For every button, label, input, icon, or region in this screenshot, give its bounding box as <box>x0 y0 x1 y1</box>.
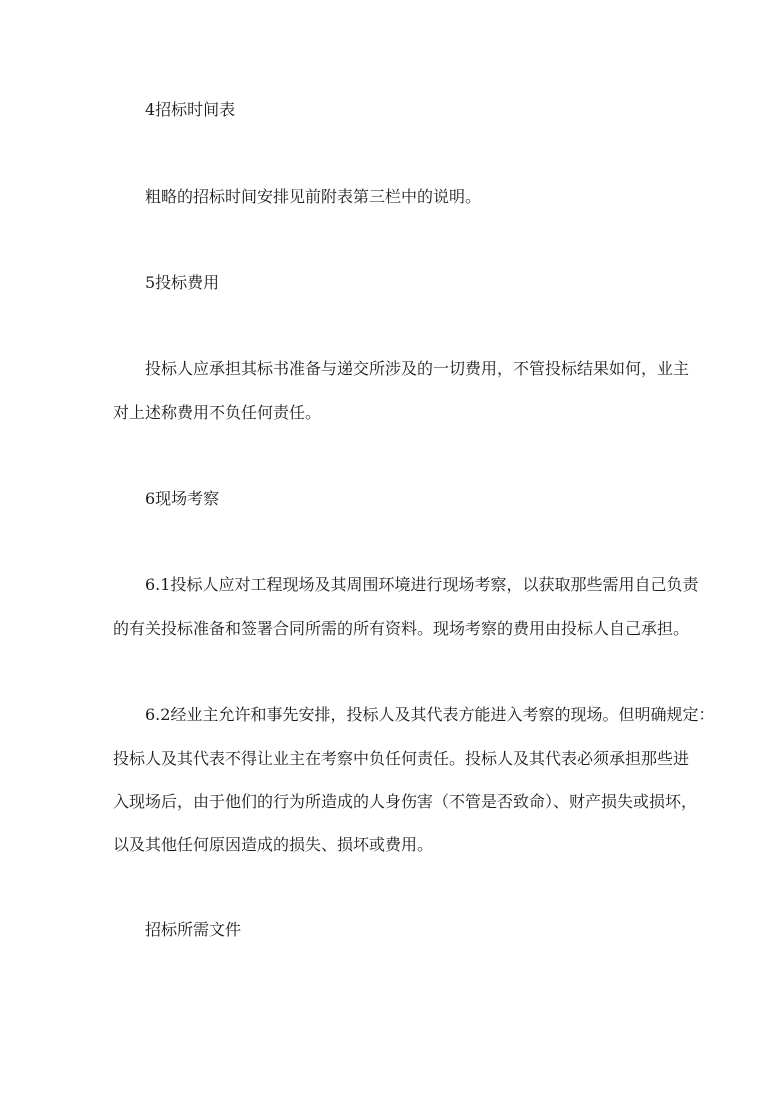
section-6-1-line-1: 6.1投标人应对工程现场及其周围环境进行现场考察，以获取那些需用自己负责 <box>145 575 699 594</box>
section-6-2-line-4: 以及其他任何原因造成的损失、损坏或费用。 <box>113 835 434 854</box>
documents-heading: 招标所需文件 <box>145 920 242 939</box>
section-5-heading: 5投标费用 <box>145 273 220 292</box>
section-5-body-line-2: 对上述称费用不负任何责任。 <box>113 403 322 422</box>
section-4-heading: 4招标时间表 <box>145 100 236 119</box>
section-6-2-line-1: 6.2经业主允许和事先安排，投标人及其代表方能进入考察的现场。但明确规定： <box>145 705 715 724</box>
section-4-body: 粗略的招标时间安排见前附表第三栏中的说明。 <box>145 187 482 206</box>
section-5-body-line-1: 投标人应承担其标书准备与递交所涉及的一切费用，不管投标结果如何，业主 <box>145 359 690 378</box>
section-6-2-line-3: 入现场后，由于他们的行为所造成的人身伤害（不管是否致命）、财产损失或损坏， <box>113 792 698 811</box>
section-6-2-line-2: 投标人及其代表不得让业主在考察中负任何责任。投标人及其代表必须承担那些进 <box>113 749 690 768</box>
section-6-1-line-2: 的有关投标准备和签署合同所需的所有资料。现场考察的费用由投标人自己承担。 <box>113 619 690 638</box>
section-6-heading: 6现场考察 <box>145 489 220 508</box>
